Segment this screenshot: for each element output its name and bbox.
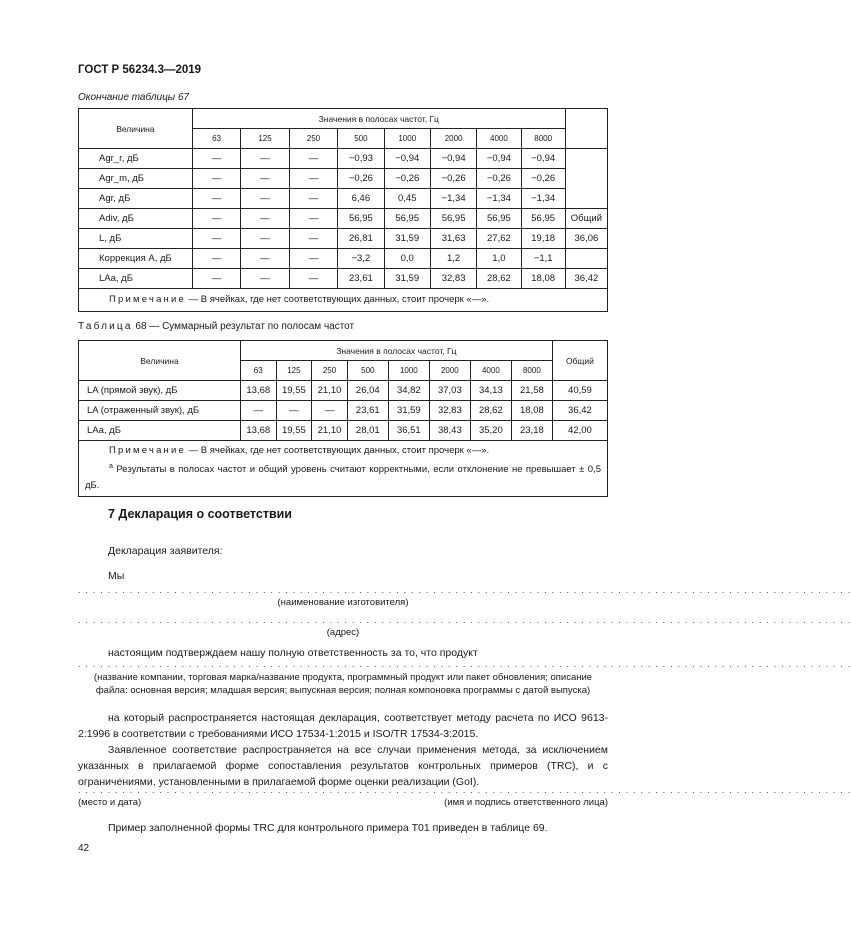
value-cell: −0,26 <box>430 169 476 189</box>
value-cell: −0,26 <box>521 169 565 189</box>
total-cell <box>565 149 607 209</box>
total-cell: 36,42 <box>565 269 607 289</box>
value-cell: 1,0 <box>477 249 521 269</box>
value-cell: — <box>312 401 348 421</box>
column-header-total <box>565 109 607 149</box>
freq-cell: 250 <box>312 361 348 381</box>
row-label: Agr_r, дБ <box>79 149 193 169</box>
signature-caption: (имя и подпись ответственного лица) <box>444 797 608 808</box>
row-label: LA (отраженный звук), дБ <box>79 401 241 421</box>
manufacturer-caption: (наименование изготовителя) <box>277 597 409 608</box>
total-cell: 36,06 <box>565 229 607 249</box>
freq-cell: 125 <box>276 361 312 381</box>
freq-cell: 500 <box>338 129 384 149</box>
we-label: Мы <box>108 570 125 582</box>
freq-cell: 4000 <box>470 361 511 381</box>
value-cell: 23,61 <box>347 401 388 421</box>
row-label: LA (прямой звук), дБ <box>79 381 241 401</box>
value-cell: 18,08 <box>511 401 552 421</box>
value-cell: −1,34 <box>477 189 521 209</box>
table-67-caption: Окончание таблицы 67 <box>78 92 190 103</box>
freq-cell: 2000 <box>430 129 476 149</box>
value-cell: — <box>241 209 289 229</box>
table-row <box>79 149 608 169</box>
value-cell: 56,95 <box>338 209 384 229</box>
table-row <box>79 401 608 421</box>
value-cell: 32,83 <box>430 269 476 289</box>
value-cell: 28,62 <box>477 269 521 289</box>
value-cell: — <box>192 189 240 209</box>
value-cell: — <box>289 249 337 269</box>
value-cell: 36,51 <box>388 421 429 441</box>
table-row <box>79 269 608 289</box>
footnote-mark: a <box>109 463 113 470</box>
value-cell: 35,20 <box>470 421 511 441</box>
table-68-note <box>85 443 601 459</box>
value-cell: — <box>289 149 337 169</box>
table-row <box>79 169 608 189</box>
manufacturer-dotted-line: . . . . . . . . . . . . . . . . . . . . . . . . . . . . . . . . . . . . . . . . . . . . . . . . . . . . . . . . . . . . . . . . . . . . . . . . . . . . . . . . . . . . . . . . . . . . . . . . . . . . . . . . . <box>78 585 851 595</box>
page-number: 42 <box>78 843 90 854</box>
row-label: Adiv, дБ <box>79 209 193 229</box>
value-cell: — <box>240 401 276 421</box>
address-caption: (адрес) <box>326 627 360 638</box>
freq-cell: 125 <box>241 129 289 149</box>
value-cell: −0,94 <box>521 149 565 169</box>
table-row <box>79 229 608 249</box>
value-cell: 19,55 <box>276 421 312 441</box>
value-cell: −0,26 <box>338 169 384 189</box>
confirm-text: настоящим подтверждаем нашу полную ответственность за то, что продукт <box>108 647 478 659</box>
row-label: LAa, дБ <box>79 421 241 441</box>
table-67-note <box>79 289 608 312</box>
row-label: LAa, дБ <box>79 269 193 289</box>
freq-cell: 8000 <box>521 129 565 149</box>
table-68 <box>78 340 608 497</box>
value-cell: 56,95 <box>430 209 476 229</box>
value-cell: 23,61 <box>338 269 384 289</box>
value-cell: 31,59 <box>388 401 429 421</box>
total-cell: Общий <box>565 209 607 229</box>
table-68-caption-text: 68 — Суммарный результат по полосам частот <box>132 321 355 332</box>
value-cell: — <box>241 249 289 269</box>
value-cell: — <box>241 269 289 289</box>
freq-cell: 4000 <box>477 129 521 149</box>
band-header: Значения в полосах частот, Гц <box>240 341 552 361</box>
value-cell: 0,0 <box>384 249 430 269</box>
table-68-footnote <box>85 459 601 494</box>
section-heading: 7 Декларация о соответствии <box>108 507 292 521</box>
value-cell: — <box>289 169 337 189</box>
freq-cell: 63 <box>192 129 240 149</box>
declaration-label: Декларация заявителя: <box>108 545 223 557</box>
note-label: Примечание <box>109 445 186 456</box>
column-header-total: Общий <box>552 341 607 381</box>
value-cell: 27,62 <box>477 229 521 249</box>
value-cell: 18,08 <box>521 269 565 289</box>
value-cell: — <box>192 269 240 289</box>
value-cell: 21,10 <box>312 421 348 441</box>
value-cell: 26,81 <box>338 229 384 249</box>
freq-cell: 63 <box>240 361 276 381</box>
value-cell: 19,55 <box>276 381 312 401</box>
value-cell: 28,62 <box>470 401 511 421</box>
column-header-quantity: Величина <box>79 341 241 381</box>
table-68-caption <box>78 321 354 332</box>
value-cell: 56,95 <box>521 209 565 229</box>
product-caption: (название компании, торговая марка/название продукта, программный продукт или пакет обновления; описание файла: основная версия; младшая версия; выпускная версия; полная компоновка программы с датой выпуска) <box>93 672 593 696</box>
note-text: — В ячейках, где нет соответствующих данных, стоит прочерк «—». <box>186 294 490 305</box>
freq-cell: 8000 <box>511 361 552 381</box>
freq-cell: 2000 <box>429 361 470 381</box>
value-cell: — <box>289 209 337 229</box>
row-label: Agr_m, дБ <box>79 169 193 189</box>
address-dotted-line: . . . . . . . . . . . . . . . . . . . . . . . . . . . . . . . . . . . . . . . . . . . . . . . . . . . . . . . . . . . . . . . . . . . . . . . . . . . . . . . . . . . . . . . . . . . . . . . . . . . . . . . . . <box>78 615 851 625</box>
value-cell: 37,03 <box>429 381 470 401</box>
note-label: Примечание <box>109 294 186 305</box>
standard-code: ГОСТ Р 56234.3—2019 <box>78 64 202 76</box>
example-text: Пример заполненной формы TRC для контрольного примера T01 приведен в таблице 69. <box>108 822 548 834</box>
note-text: — В ячейках, где нет соответствующих данных, стоит прочерк «—». <box>186 445 490 456</box>
value-cell: — <box>192 249 240 269</box>
value-cell: 21,10 <box>312 381 348 401</box>
footnote-text: Результаты в полосах частот и общий уровень считают корректными, если отклонение не превышает ± 0,5 дБ. <box>85 464 601 492</box>
column-header-quantity: Величина <box>79 109 193 149</box>
paragraph-scope: Заявленное соответствие распространяется на все случаи применения метода, за исключением указанных в прилагаемой форме сопоставления результатов контрольных примеров (TRC), и с ограничениями, установленными в прилагаемой форме оценки реализации (GoI). <box>78 744 608 788</box>
value-cell: 31,63 <box>430 229 476 249</box>
table-row <box>79 249 608 269</box>
value-cell: — <box>289 229 337 249</box>
row-label: Коррекция A, дБ <box>79 249 193 269</box>
paragraph-conformity: на который распространяется настоящая декларация, соответствует методу расчета по ИСО 9613-2:1996 в соответствии с требованиями ИСО 17534-1:2015 и ISO/TR 17534-3:2015. <box>78 712 608 740</box>
value-cell: 26,04 <box>347 381 388 401</box>
total-cell: 40,59 <box>552 381 607 401</box>
signature-dotted-line: . . . . . . . . . . . . . . . . . . . . . . . . . . . . . . . . . . . . . . . . . . . . . . . . . . . . . . . . . . . . . . . . . . . . . . . . . . . . . . . . . . . . . . . . . . . . . . . . . . . . . . . . . <box>78 785 851 795</box>
table-row <box>79 209 608 229</box>
value-cell: −0,94 <box>430 149 476 169</box>
row-label: L, дБ <box>79 229 193 249</box>
value-cell: 23,18 <box>511 421 552 441</box>
value-cell: −1,34 <box>430 189 476 209</box>
table-68-notes <box>79 441 608 497</box>
value-cell: −0,26 <box>384 169 430 189</box>
value-cell: — <box>192 149 240 169</box>
place-date-caption: (место и дата) <box>78 797 142 808</box>
freq-cell: 1000 <box>388 361 429 381</box>
value-cell: −0,94 <box>477 149 521 169</box>
value-cell: — <box>241 229 289 249</box>
value-cell: — <box>241 169 289 189</box>
freq-cell: 250 <box>289 129 337 149</box>
total-cell: 36,42 <box>552 401 607 421</box>
value-cell: — <box>241 189 289 209</box>
total-cell <box>565 249 607 269</box>
value-cell: 31,59 <box>384 269 430 289</box>
product-dotted-line: . . . . . . . . . . . . . . . . . . . . . . . . . . . . . . . . . . . . . . . . . . . . . . . . . . . . . . . . . . . . . . . . . . . . . . . . . . . . . . . . . . . . . . . . . . . . . . . . . . . . . . . . . <box>78 659 851 669</box>
value-cell: 56,95 <box>477 209 521 229</box>
band-header: Значения в полосах частот, Гц <box>192 109 565 129</box>
table-68-caption-label: Таблица <box>78 321 133 332</box>
value-cell: −0,93 <box>338 149 384 169</box>
value-cell: 38,43 <box>429 421 470 441</box>
total-cell: 42,00 <box>552 421 607 441</box>
value-cell: 13,68 <box>240 421 276 441</box>
table-row <box>79 381 608 401</box>
value-cell: −0,26 <box>477 169 521 189</box>
value-cell: — <box>289 269 337 289</box>
value-cell: −1,1 <box>521 249 565 269</box>
value-cell: — <box>192 169 240 189</box>
value-cell: 34,13 <box>470 381 511 401</box>
table-row <box>79 421 608 441</box>
value-cell: — <box>241 149 289 169</box>
value-cell: −1,34 <box>521 189 565 209</box>
value-cell: 34,82 <box>388 381 429 401</box>
value-cell: −0,94 <box>384 149 430 169</box>
freq-cell: 1000 <box>384 129 430 149</box>
value-cell: 56,95 <box>384 209 430 229</box>
value-cell: — <box>276 401 312 421</box>
value-cell: 32,83 <box>429 401 470 421</box>
table-row <box>79 189 608 209</box>
value-cell: 19,18 <box>521 229 565 249</box>
value-cell: 1,2 <box>430 249 476 269</box>
freq-cell: 500 <box>347 361 388 381</box>
value-cell: — <box>192 209 240 229</box>
value-cell: 21,58 <box>511 381 552 401</box>
value-cell: −3,2 <box>338 249 384 269</box>
value-cell: — <box>289 189 337 209</box>
table-67 <box>78 108 608 312</box>
value-cell: 6,46 <box>338 189 384 209</box>
row-label: Agr, дБ <box>79 189 193 209</box>
value-cell: — <box>192 229 240 249</box>
value-cell: 13,68 <box>240 381 276 401</box>
value-cell: 31,59 <box>384 229 430 249</box>
value-cell: 0,45 <box>384 189 430 209</box>
value-cell: 28,01 <box>347 421 388 441</box>
